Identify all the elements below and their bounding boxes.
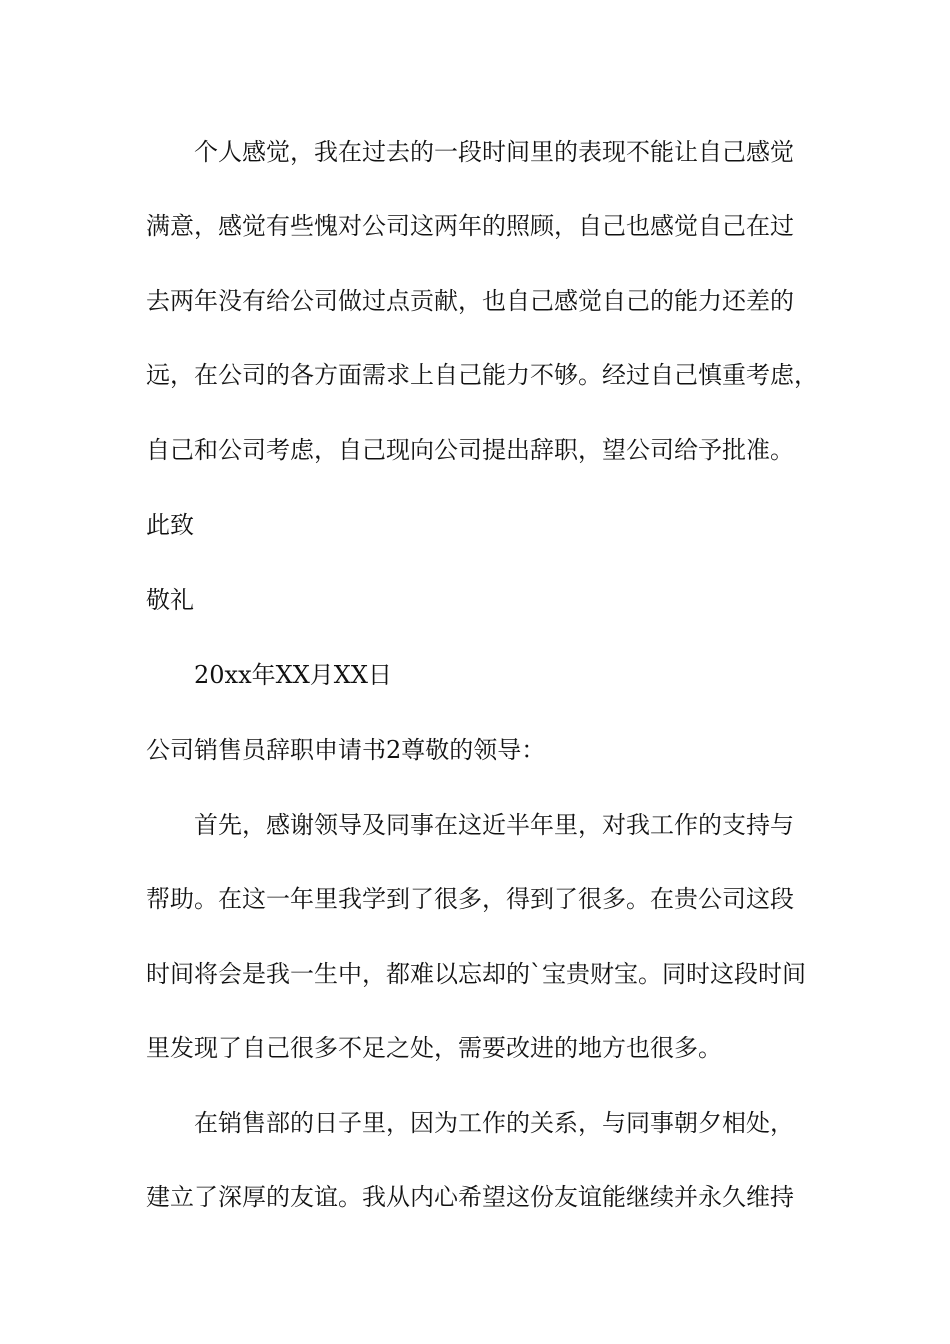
closing-salutation: 此致 (146, 511, 194, 539)
paragraph-line: 建立了深厚的友谊。我从内心希望这份友谊能继续并永久维持 (146, 1183, 794, 1211)
paragraph-line: 帮助。在这一年里我学到了很多，得到了很多。在贵公司这段 (146, 885, 794, 913)
section-heading: 公司销售员辞职申请书2尊敬的领导： (146, 736, 546, 764)
letter-date: 20xx年XX月XX日 (194, 661, 392, 689)
paragraph-line: 个人感觉，我在过去的一段时间里的表现不能让自己感觉 (194, 138, 794, 166)
paragraph-line: 首先，感谢领导及同事在这近半年里，对我工作的支持与 (194, 811, 794, 839)
paragraph-line: 在销售部的日子里，因为工作的关系，与同事朝夕相处， (194, 1109, 794, 1137)
paragraph-line: 里发现了自己很多不足之处，需要改进的地方也很多。 (146, 1034, 722, 1062)
paragraph-line: 去两年没有给公司做过点贡献，也自己感觉自己的能力还差的 (146, 287, 794, 315)
paragraph-line: 自己和公司考虑，自己现向公司提出辞职，望公司给予批准。 (146, 436, 794, 464)
closing-regards: 敬礼 (146, 586, 194, 614)
paragraph-line: 时间将会是我一生中，都难以忘却的`宝贵财宝。同时这段时间 (146, 960, 806, 988)
paragraph-line: 满意，感觉有些愧对公司这两年的照顾，自己也感觉自己在过 (146, 212, 794, 240)
paragraph-line: 远，在公司的各方面需求上自己能力不够。经过自己慎重考虑， (146, 361, 818, 389)
